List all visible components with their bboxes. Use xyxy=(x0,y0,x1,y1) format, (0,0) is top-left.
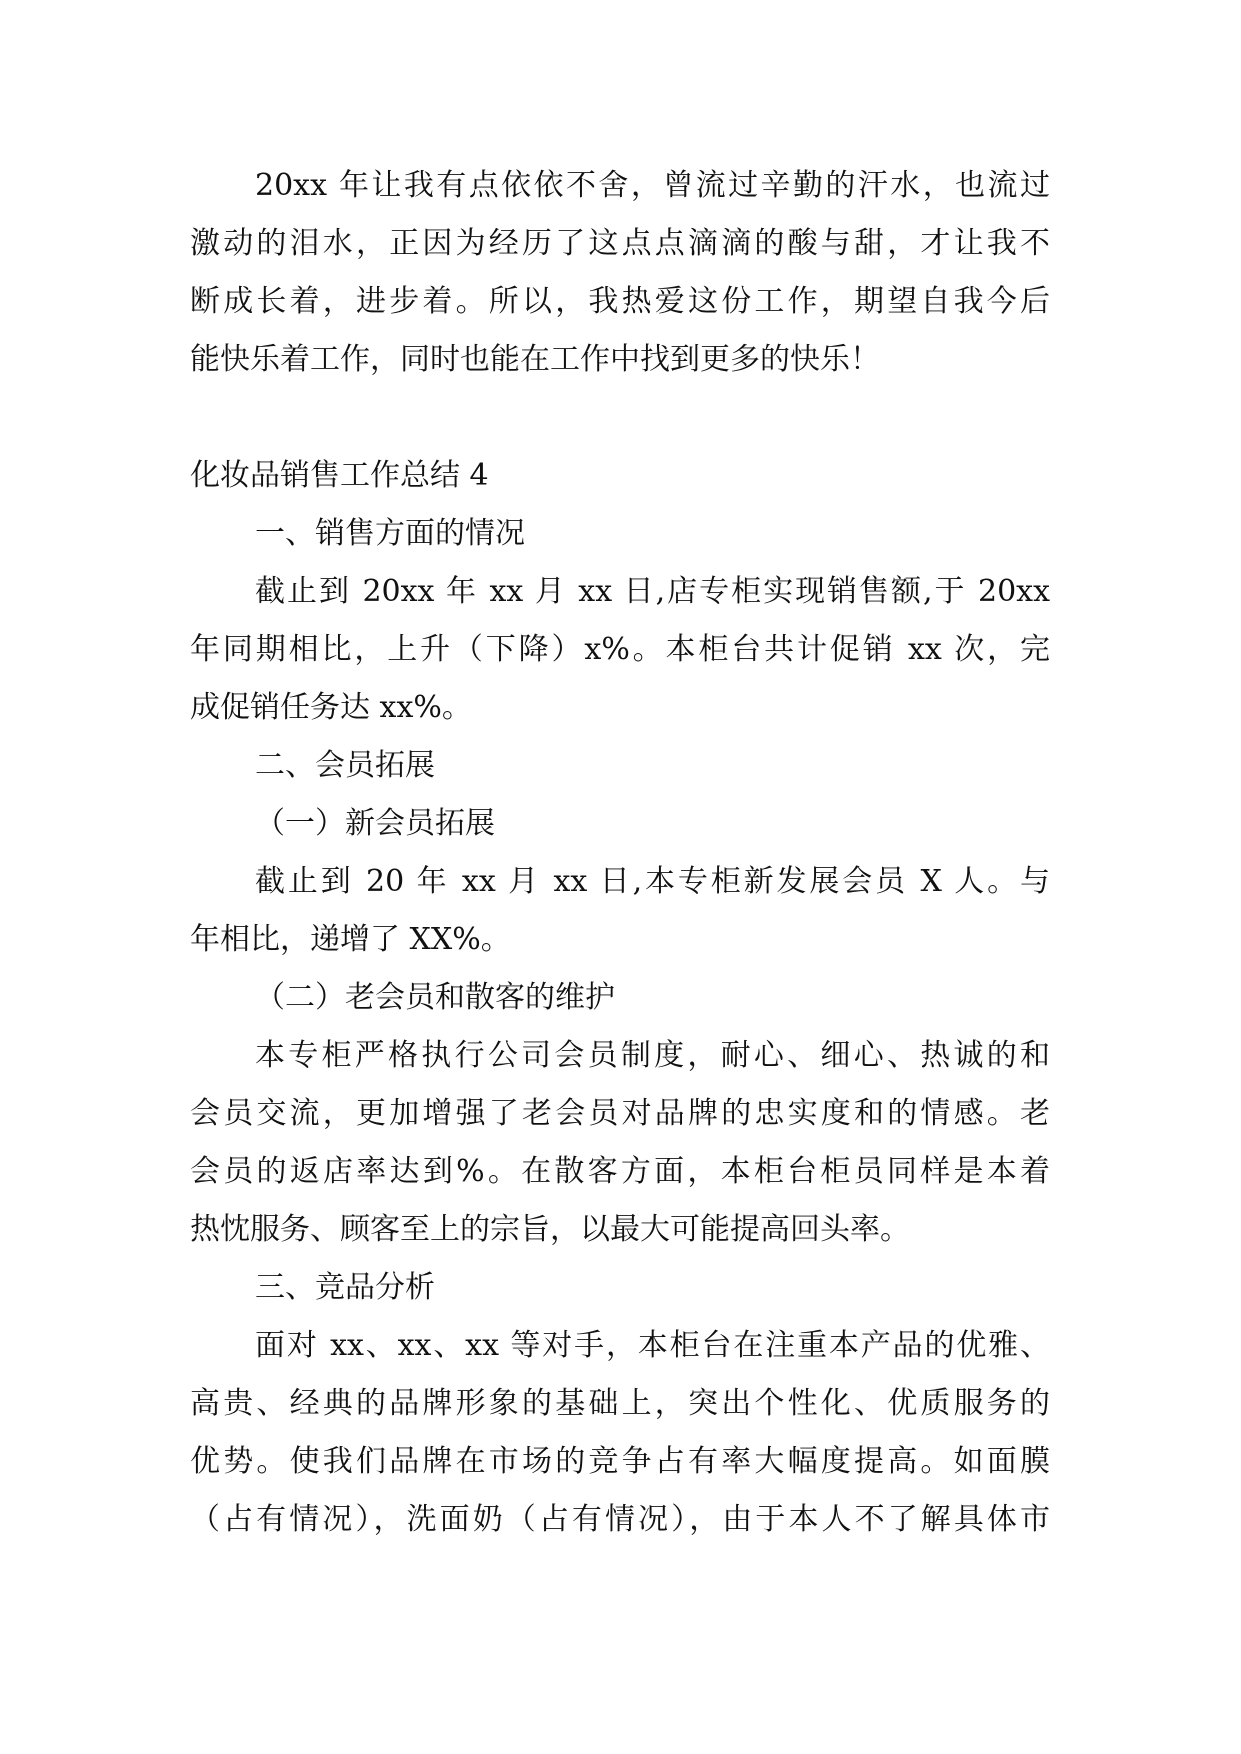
paragraph-line: 热忱服务、顾客至上的宗旨，以最大可能提高回头率。 xyxy=(190,1212,910,1247)
paragraph-line: 年同期相比，上升（下降）x%。本柜台共计促销 xx 次，完 xyxy=(190,632,1050,667)
paragraph-line: 面对 xx、xx、xx 等对手，本柜台在注重本产品的优雅、 xyxy=(255,1328,1050,1363)
document-body xyxy=(190,157,1050,1549)
paragraph-line: 激动的泪水，正因为经历了这点点滴滴的酸与甜，才让我不 xyxy=(190,226,1050,261)
paragraph-line: 年相比，递增了 XX%。 xyxy=(190,922,511,957)
paragraph-line: 本专柜严格执行公司会员制度，耐心、细心、热诚的和 xyxy=(255,1038,1050,1073)
heading-member-expansion: 二、会员拓展 xyxy=(255,748,435,783)
paragraph-line: 会员交流，更加增强了老会员对品牌的忠实度和的情感。老 xyxy=(190,1096,1050,1131)
paragraph-line: 20xx 年让我有点依依不舍，曾流过辛勤的汗水，也流过 xyxy=(255,168,1050,203)
paragraph-line: （占有情况），洗面奶（占有情况），由于本人不了解具体市 xyxy=(190,1502,1050,1537)
paragraph-line: 截止到 20xx 年 xx 月 xx 日,店专柜实现销售额,于 20xx xyxy=(255,574,1050,609)
paragraph-line: 断成长着，进步着。所以，我热爱这份工作，期望自我今后 xyxy=(190,284,1050,319)
subheading-existing-members: （二）老会员和散客的维护 xyxy=(255,980,615,1015)
heading-competitor-analysis: 三、竞品分析 xyxy=(255,1270,435,1305)
paragraph-spacer xyxy=(190,389,1050,447)
paragraph-line: 高贵、经典的品牌形象的基础上，突出个性化、优质服务的 xyxy=(190,1386,1050,1421)
paragraph-line: 截止到 20 年 xx 月 xx 日,本专柜新发展会员 X 人。与 xyxy=(255,864,1050,899)
paragraph-line: 会员的返店率达到%。在散客方面，本柜台柜员同样是本着 xyxy=(190,1154,1050,1189)
section-title: 化妆品销售工作总结 4 xyxy=(190,458,489,493)
paragraph-line: 成促销任务达 xx%。 xyxy=(190,690,472,725)
paragraph-line: 优势。使我们品牌在市场的竞争占有率大幅度提高。如面膜 xyxy=(190,1444,1050,1479)
heading-sales: 一、销售方面的情况 xyxy=(255,516,525,551)
paragraph-line: 能快乐着工作，同时也能在工作中找到更多的快乐！ xyxy=(190,342,880,377)
subheading-new-members: （一）新会员拓展 xyxy=(255,806,495,841)
